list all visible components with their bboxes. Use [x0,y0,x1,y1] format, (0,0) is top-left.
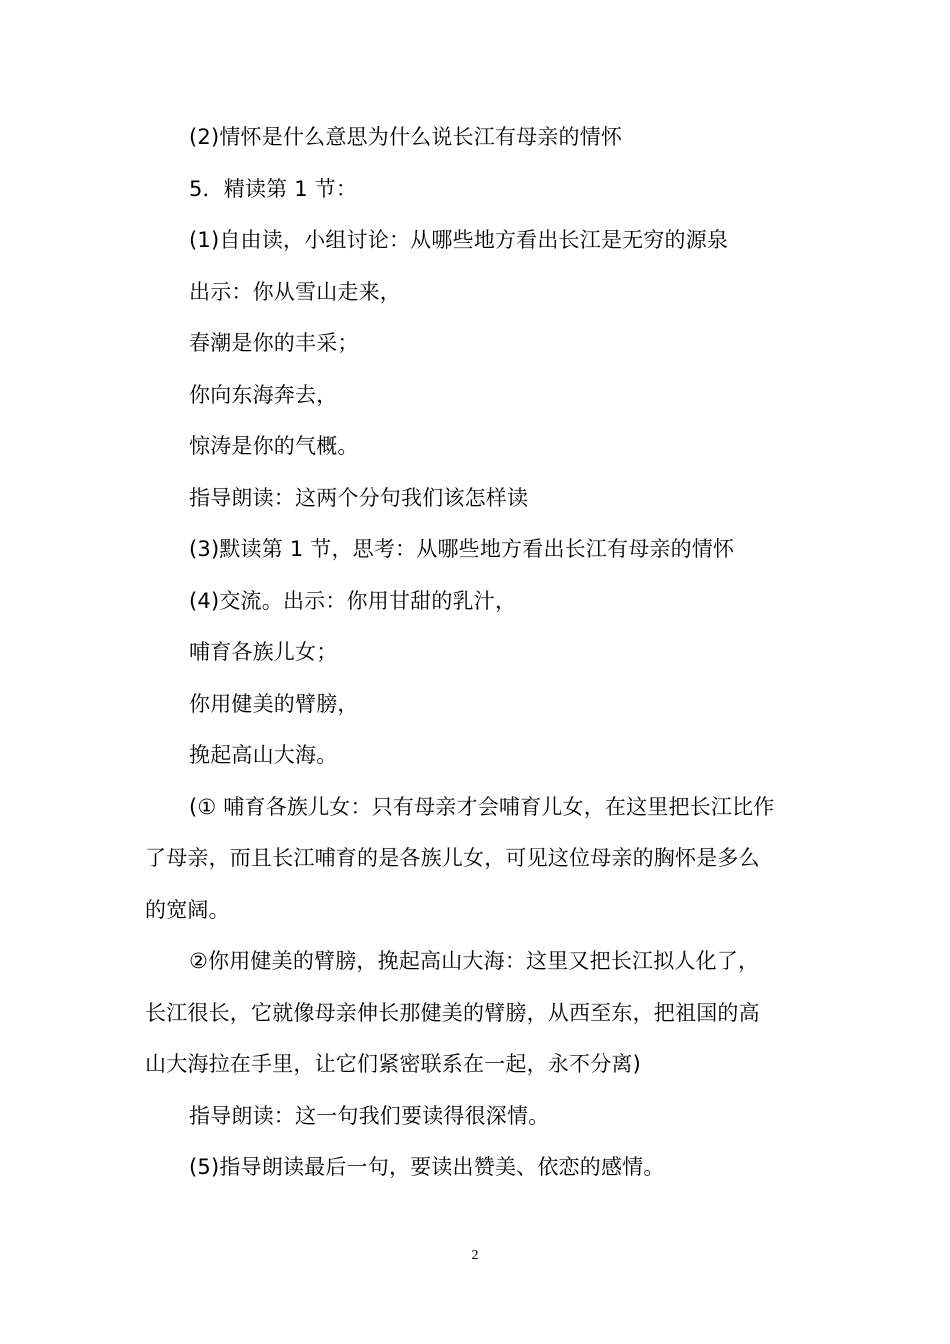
page-number: 2 [471,1248,479,1263]
poem-line: 春潮是你的丰采； [189,331,359,355]
poem-line: 你向东海奔去， [189,383,338,407]
text-line: (4)交流。出示：你用甘甜的乳汁， [189,589,517,613]
paragraph-line: ②你用健美的臂膀，挽起高山大海：这里又把长江拟人化了， [189,949,760,973]
text-line: (5)指导朗读最后一句，要读出赞美、依恋的感情。 [189,1155,665,1179]
poem-line: 哺育各族儿女； [189,640,338,664]
section-heading: 5．精读第 1 节： [189,177,358,201]
paragraph-line: (① 哺育各族儿女：只有母亲才会哺育儿女，在这里把长江比作 [189,795,775,819]
poem-line: 惊涛是你的气概。 [189,434,359,458]
poem-line: 挽起高山大海。 [189,743,338,767]
text-line: 出示：你从雪山走来， [189,280,401,304]
text-line: 指导朗读：这一句我们要读得很深情。 [189,1104,550,1128]
text-line: (1)自由读，小组讨论：从哪些地方看出长江是无穷的源泉 [189,228,729,252]
text-line: (3)默读第 1 节，思考：从哪些地方看出长江有母亲的情怀 [189,537,735,561]
paragraph-line: 了母亲，而且长江哺育的是各族儿女，可见这位母亲的胸怀是多么 [145,846,760,870]
text-line: 指导朗读：这两个分句我们该怎样读 [189,486,529,510]
paragraph-line: 的宽阔。 [145,898,230,922]
text-line: (2)情怀是什么意思为什么说长江有母亲的情怀 [189,125,623,149]
paragraph-line: 山大海拉在手里，让它们紧密联系在一起，永不分离) [145,1052,641,1076]
paragraph-line: 长江很长，它就像母亲伸长那健美的臂膀，从西至东，把祖国的高 [145,1001,760,1025]
poem-line: 你用健美的臂膀， [189,692,359,716]
